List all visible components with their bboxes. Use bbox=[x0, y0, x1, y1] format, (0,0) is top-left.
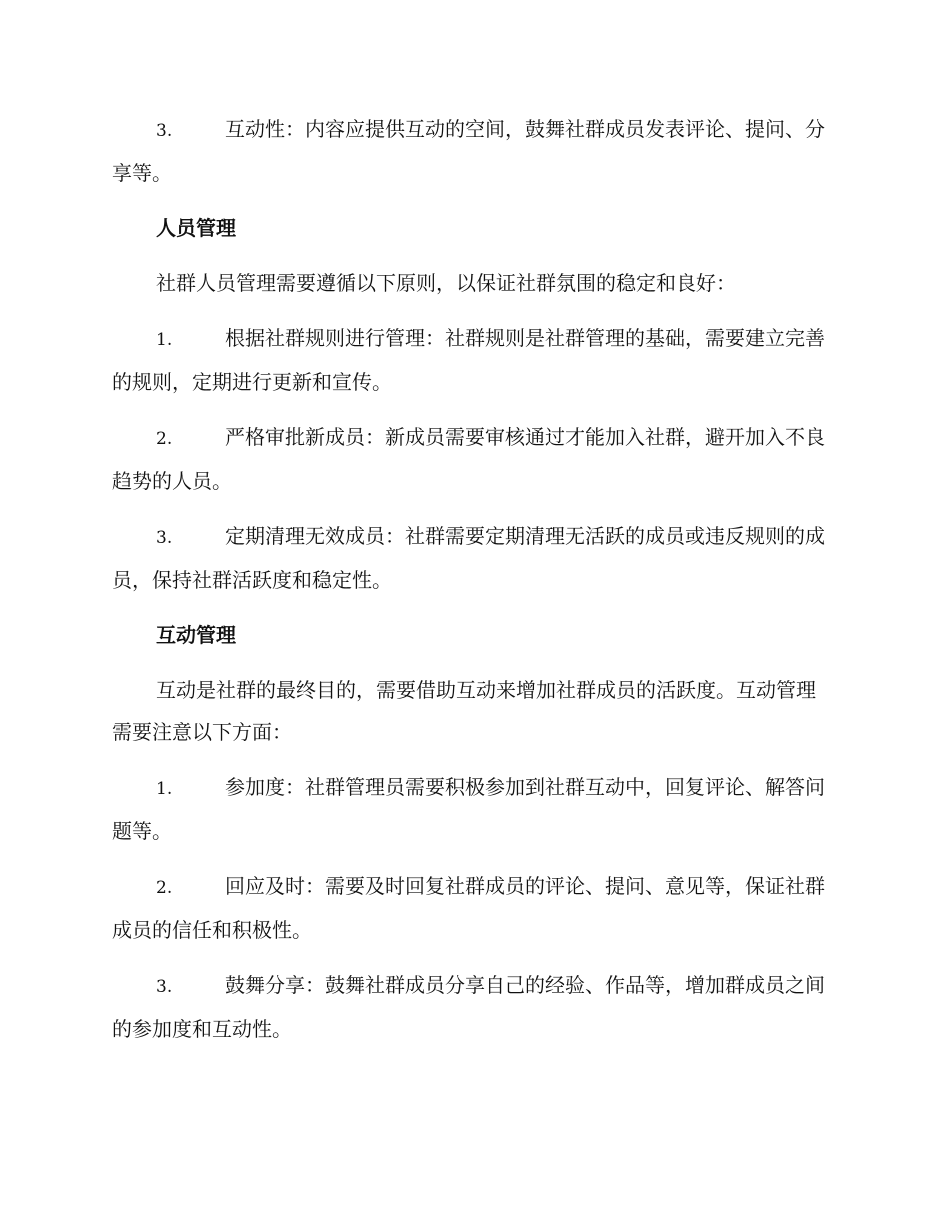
list-text: 鼓舞分享：鼓舞社群成员分享自己的经验、作品等，增加群成员之间的参加度和互动性。 bbox=[112, 973, 825, 1041]
list-number: 1. bbox=[156, 779, 173, 799]
list-text: 互动性：内容应提供互动的空间，鼓舞社群成员发表评论、提问、分享等。 bbox=[112, 117, 825, 185]
list-text: 定期清理无效成员：社群需要定期清理无活跃的成员或违反规则的成员，保持社群活跃度和稳定性。 bbox=[112, 524, 825, 592]
section-intro-interaction: 互动是社群的最终目的，需要借助互动来增加社群成员的活跃度。互动管理需要注意以下方面： bbox=[112, 678, 816, 744]
list-number: 2. bbox=[156, 429, 173, 449]
section-heading-people: 人员管理 bbox=[156, 216, 236, 240]
section-heading-interaction: 互动管理 bbox=[156, 623, 236, 647]
list-text: 严格审批新成员：新成员需要审核通过才能加入社群，避开加入不良趋势的人员。 bbox=[112, 425, 825, 493]
list-item bbox=[112, 416, 834, 502]
list-number: 3. bbox=[156, 121, 173, 141]
list-item bbox=[112, 317, 834, 403]
list-text: 回应及时：需要及时回复社群成员的评论、提问、意见等，保证社群成员的信任和积极性。 bbox=[112, 874, 825, 942]
list-number: 1. bbox=[156, 330, 173, 350]
list-text: 参加度：社群管理员需要积极参加到社群互动中，回复评论、解答问题等。 bbox=[112, 775, 825, 843]
list-item bbox=[112, 964, 834, 1050]
list-item bbox=[112, 766, 834, 852]
list-item bbox=[112, 515, 834, 601]
list-number: 3. bbox=[156, 528, 173, 548]
document-page bbox=[112, 108, 834, 1063]
list-text: 根据社群规则进行管理：社群规则是社群管理的基础，需要建立完善的规则，定期进行更新和宣传。 bbox=[112, 326, 825, 394]
list-number: 2. bbox=[156, 878, 173, 898]
list-number: 3. bbox=[156, 977, 173, 997]
section-intro-people: 社群人员管理需要遵循以下原则，以保证社群氛围的稳定和良好： bbox=[156, 271, 736, 295]
list-item bbox=[112, 865, 834, 951]
list-item-interactivity bbox=[112, 108, 834, 194]
